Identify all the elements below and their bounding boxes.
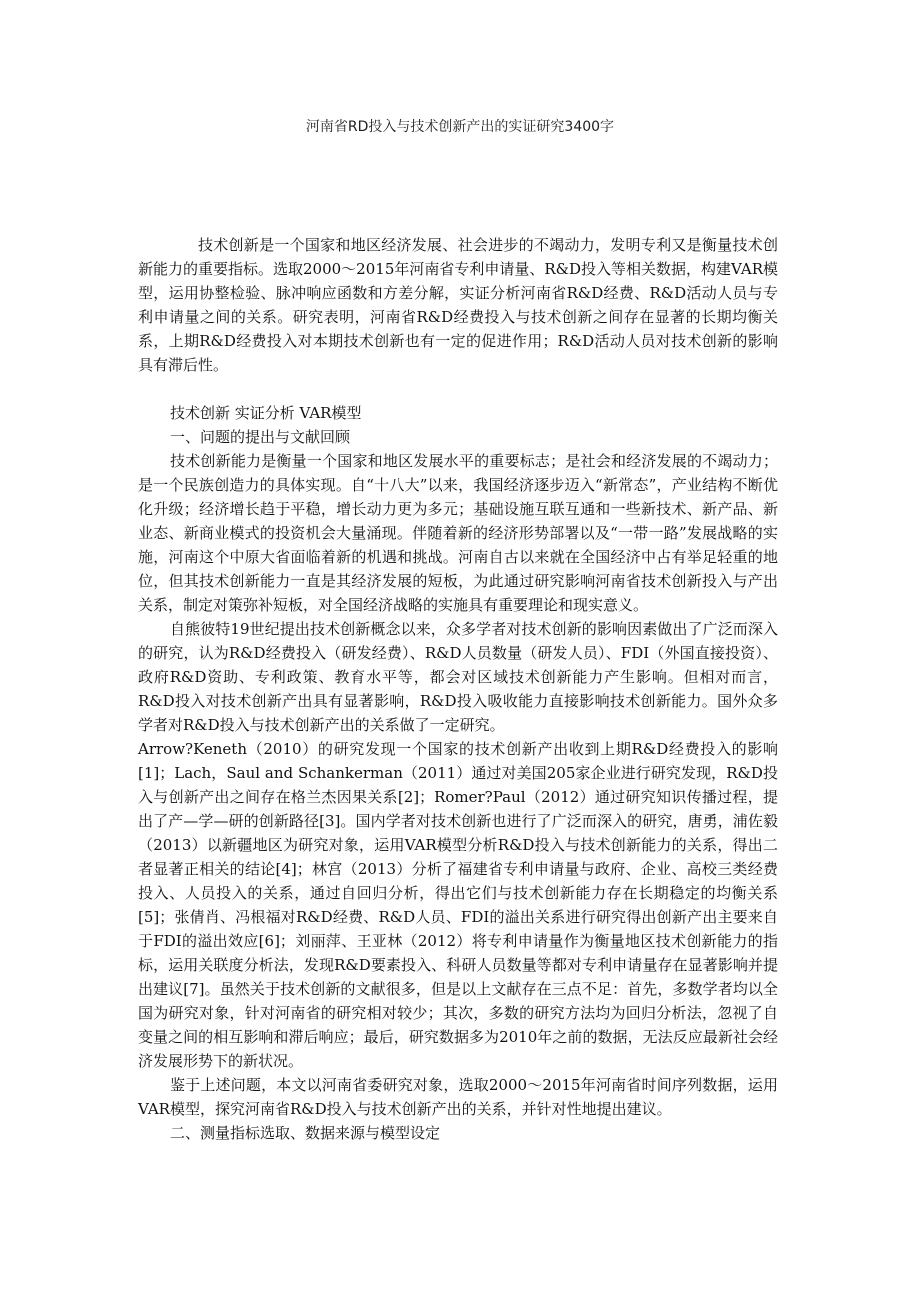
abstract-paragraph: 技术创新是一个国家和地区经济发展、社会进步的不竭动力，发明专利又是衡量技术创新能力的重要指标。选取2000～2015年河南省专利申请量、R&D投入等相关数据，构建VAR模型，运用协整检验、脉冲响应函数和方差分解，实证分析河南省R&D经费、R&D活动人员与专利申请量之间的关系。研究表明，河南省R&D经费投入与技术创新之间存在显著的长期均衡关系，上期R&D经费投入对本期技术创新也有一定的促进作用；R&D活动人员对技术创新的影响具有滞后性。	[138, 236, 778, 374]
keywords-line: 技术创新 实证分析 VAR模型	[170, 404, 362, 422]
body-paragraph-2: 自熊彼特19世纪提出技术创新概念以来，众多学者对技术创新的影响因素做出了广泛而深入的研究，认为R&D经费投入（研发经费）、R&D人员数量（研发人员）、FDI（外国直接投资）、政府R&D资助、专利政策、教育水平等，都会对区域技术创新能力产生影响。但相对而言，R&D投入对技术创新产出具有显著影响，R&D投入吸收能力直接影响技术创新能力。国外众多学者对R&D投入与技术创新产出的关系做了一定研究。	[138, 620, 778, 734]
section-heading-1: 一、问题的提出与文献回顾	[170, 428, 351, 446]
body-paragraph-1: 技术创新能力是衡量一个国家和地区发展水平的重要标志；是社会和经济发展的不竭动力；是一个民族创造力的具体实现。自“十八大”以来，我国经济逐步迈入“新常态”，产业结构不断优化升级；经济增长趋于平稳，增长动力更为多元；基础设施互联互通和一些新技术、新产品、新业态、新商业模式的投资机会大量涌现。伴随着新的经济形势部署以及“一带一路”发展战略的实施，河南这个中原大省面临着新的机遇和挑战。河南自古以来就在全国经济中占有举足轻重的地位，但其技术创新能力一直是其经济发展的短板，为此通过研究影响河南省技术创新投入与产出关系，制定对策弥补短板，对全国经济战略的实施具有重要理论和现实意义。	[138, 452, 778, 614]
body-paragraph-3: Arrow?Keneth（2010）的研究发现一个国家的技术创新产出收到上期R&D经费投入的影响[1]；Lach，Saul and Schankerman（2011）通过对美国205家企业进行研究发现，R&D投入与创新产出之间存在格兰杰因果关系[2]；Romer?Paul（2012）通过研究知识传播过程，提出了产—学—研的创新路径[3]。国内学者对技术创新也进行了广泛而深入的研究，唐勇，浦佐毅（2013）以新疆地区为研究对象，运用VAR模型分析R&D投入与技术创新能力的关系，得出二者显著正相关的结论[4]；林宫（2013）分析了福建省专利申请量与政府、企业、高校三类经费投入、人员投入的关系，通过自回归分析，得出它们与技术创新能力存在长期稳定的均衡关系[5]；张倩肖、冯根福对R&D经费、R&D人员、FDI的溢出关系进行研究得出创新产出主要来自于FDI的溢出效应[6]；刘丽萍、王亚林（2012）将专利申请量作为衡量地区技术创新能力的指标，运用关联度分析法，发现R&D要素投入、科研人员数量等都对专利申请量存在显著影响并提出建议[7]。虽然关于技术创新的文献很多，但是以上文献存在三点不足：首先，多数学者均以全国为研究对象，针对河南省的研究相对较少；其次，多数的研究方法均为回归分析法，忽视了自变量之间的相互影响和滞后响应；最后，研究数据多为2010年之前的数据，无法反应最新社会经济发展形势下的新状况。	[138, 740, 778, 1070]
body-paragraph-4: 鉴于上述问题，本文以河南省委研究对象，选取2000～2015年河南省时间序列数据，运用VAR模型，探究河南省R&D投入与技术创新产出的关系，并针对性地提出建议。	[138, 1076, 778, 1118]
document-title: 河南省RD投入与技术创新产出的实证研究3400字	[305, 119, 615, 135]
body-text	[138, 425, 778, 1145]
section-heading-2: 二、测量指标选取、数据来源与模型设定	[170, 1124, 441, 1142]
